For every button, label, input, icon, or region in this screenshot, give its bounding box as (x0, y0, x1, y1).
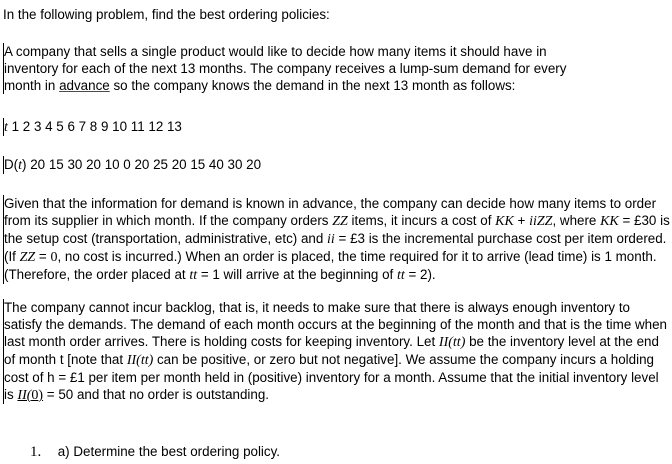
cost-paragraph: Given that the information for demand is known in advance, the company can decide how many items to order from its supplier in which month. If the company orders ZZ items, it incurs a cost of KK + iiZZ, where KK = £30 is the setup cost (transportation, administrative, etc) and ii = £3 is the incremental purchase cost per item ordered. (If ZZ = 0, no cost is incurred.) When an order is placed, the time required for it to arrive (lead time) is 1 month. (Therefore, the order placed at tt = 1 will arrive at the beginning of tt = 2). (4, 196, 670, 283)
demand-row (3, 156, 670, 174)
intro-text: In the following problem, find the best ordering policies: (3, 7, 330, 22)
demand-label: D(t) (4, 157, 27, 173)
question-item (30, 443, 280, 461)
question-number: 1. (30, 444, 42, 460)
advance-link[interactable]: advance (59, 78, 110, 93)
question-text: a) Determine the best ordering policy. (57, 444, 281, 459)
inventory-paragraph: The company cannot incur backlog, that is, it needs to make sure that there is always enough inventory to satisfy the demands. The demand of each month occurs at the beginning of the month and that is the time when last month order arrives. There is holding costs for keeping inventory. Let II(tt) be the inventory level at the end of month t [note that II(tt) can be positive, or zero but not negative]. We assume the company incurs a holding cost of h = £1 per item per month held in (positive) inventory for a month. Assume that the initial inventory level is II(0) = 50 and that no order is outstanding. (3, 299, 670, 404)
demand-values: 20 15 30 20 10 0 20 25 20 15 40 30 20 (30, 157, 262, 172)
time-label: t (4, 120, 8, 135)
time-values: 1 2 3 4 5 6 7 8 9 10 11 12 13 (11, 119, 182, 134)
problem-line-1: A company that sells a single product would like to decide how many items it should have in (4, 44, 547, 59)
time-row (3, 118, 670, 136)
problem-statement (3, 43, 670, 94)
problem-line-2: inventory for each of the next 13 months. The company receives a lump-sum demand for every (4, 61, 567, 76)
initial-inventory: II(0) (17, 388, 44, 403)
problem-line-3: month in advance so the company knows the demand in the next 13 month as follows: (4, 78, 516, 93)
